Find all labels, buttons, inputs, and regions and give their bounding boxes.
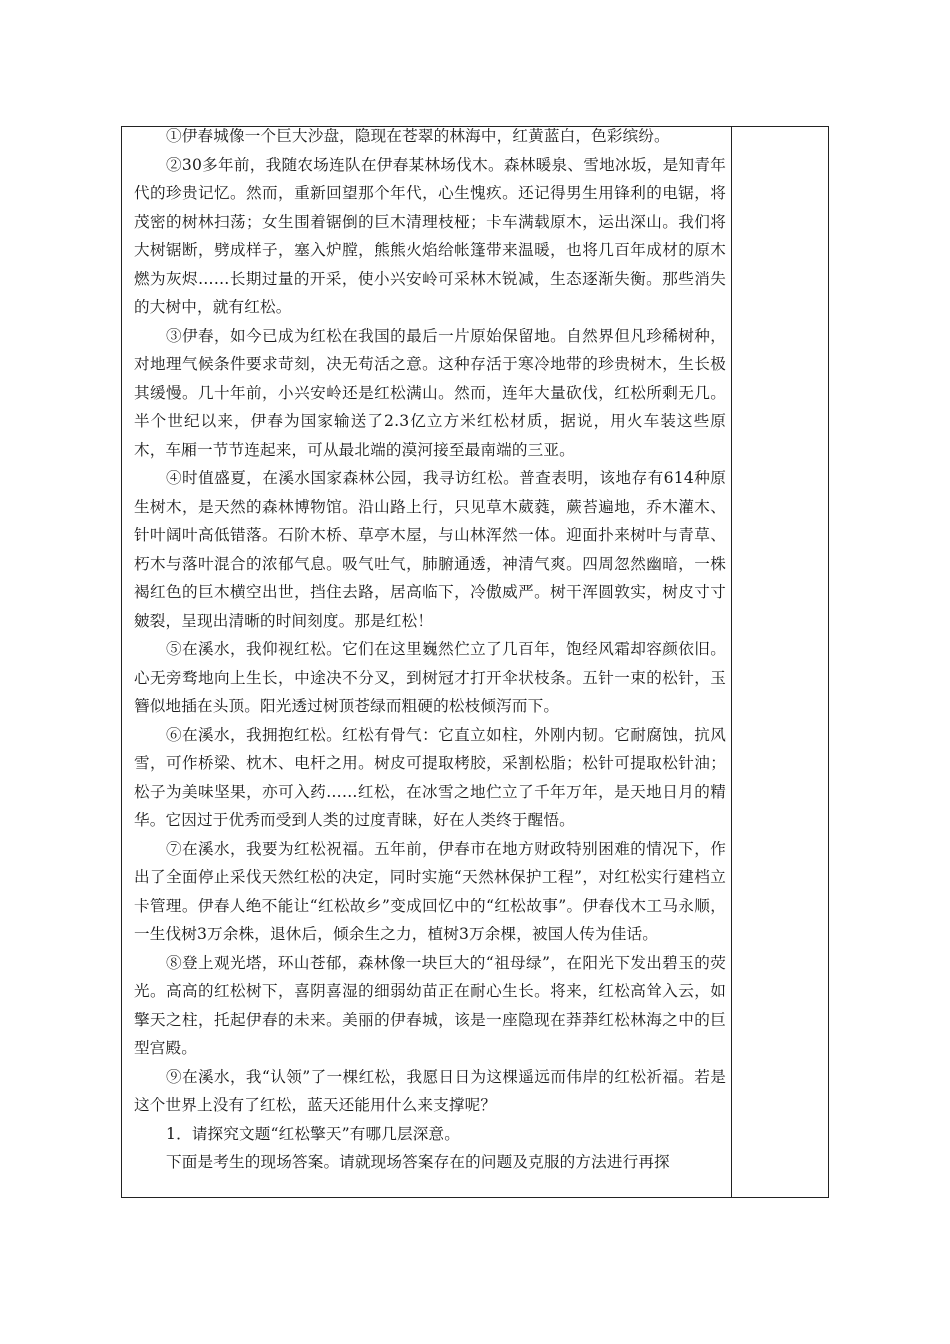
paragraph-4: ④时值盛夏，在溪水国家森林公园，我寻访红松。普查表明，该地存有614种原生树木，是天然的森林博物馆。沿山路上行，只见草木葳蕤，蕨苔遍地，乔木灌木、针叶阔叶高低错落。石阶木桥、草亭木屋，与山林浑然一体。迎面扑来树叶与青草、朽木与落叶混合的浓郁气息。吸气吐气，肺腑通透，神清气爽。四周忽然幽暗，一株褐红色的巨木横空出世，挡住去路，居高临下，冷傲威严。树干浑圆敦实，树皮寸寸皴裂，呈现出清晰的时间刻度。那是红松！ [134, 469, 726, 630]
paragraph-3: ③伊春，如今已成为红松在我国的最后一片原始保留地。自然界但凡珍稀树种，对地理气候条件要求苛刻，决无苟活之意。这种存活于寒冷地带的珍贵树木，生长极其缓慢。几十年前，小兴安岭还是红松满山。然而，连年大量砍伐，红松所剩无几。半个世纪以来，伊春为国家输送了2.3亿立方米红松材质，据说，用火车装这些原木，车厢一节节连起来，可从最北端的漠河接至最南端的三亚。 [134, 326, 726, 459]
question-1: 1．请探究文题“红松擎天”有哪几层深意。 [166, 1124, 460, 1143]
column-divider [731, 126, 732, 1198]
paragraph-8: ⑧登上观光塔，环山苍郁，森林像一块巨大的“祖母绿”，在阳光下发出碧玉的荧光。高高的红松树下，喜阴喜湿的细弱幼苗正在耐心生长。将来，红松高耸入云，如擎天之柱，托起伊春的未来。美丽的伊春城，该是一座隐现在莽莽红松林海之中的巨型宫殿。 [134, 953, 726, 1057]
paragraph-6: ⑥在溪水，我拥抱红松。红松有骨气：它直立如柱，外刚内韧。它耐腐蚀，抗风雪，可作桥梁、枕木、电杆之用。树皮可提取栲胶，采割松脂；松针可提取松针油；松子为美味坚果，亦可入药……红松，在冰雪之地伫立了千年万年，是天地日月的精华。它因过于优秀而受到人类的过度青睐，好在人类终于醒悟。 [134, 725, 726, 829]
paragraph-5: ⑤在溪水，我仰视红松。它们在这里巍然伫立了几百年，饱经风霜却容颜依旧。心无旁骛地向上生长，中途决不分叉，到树冠才打开伞状枝条。五针一束的松针，玉簪似地插在头顶。阳光透过树顶苍绿而粗硬的松枝倾泻而下。 [134, 640, 726, 715]
paragraph-9: ⑨在溪水，我“认领”了一棵红松，我愿日日为这棵遥远而伟岸的红松祈福。若是这个世界上没有了红松，蓝天还能用什么来支撑呢？ [134, 1067, 726, 1114]
paragraph-1: ①伊春城像一个巨大沙盘，隐现在苍翠的林海中，红黄蓝白，色彩缤纷。 [166, 127, 670, 145]
paragraph-7: ⑦在溪水，我要为红松祝福。五年前，伊春市在地方财政特别困难的情况下，作出了全面停止采伐天然红松的决定，同时实施“天然林保护工程”，对红松实行建档立卡管理。伊春人绝不能让“红松故乡”变成回忆中的“红松故事”。伊春伐木工马永顺，一生伐树3万余株，退休后，倾余生之力，植树3万余棵，被国人传为佳话。 [134, 839, 726, 943]
paragraph-2: ②30多年前，我随农场连队在伊春某林场伐木。森林暖泉、雪地冰坂，是知青年代的珍贵记忆。然而，重新回望那个年代，心生愧疚。还记得男生用锋利的电锯，将茂密的树林扫荡；女生围着锯倒的巨木清理枝桠；卡车满载原木，运出深山。我们将大树锯断，劈成样子，塞入炉膛，熊熊火焰给帐篷带来温暖，也将几百年成材的原木燃为灰烬……长期过量的开采，使小兴安岭可采林木锐减，生态逐渐失衡。那些消失的大树中，就有红松。 [134, 155, 726, 316]
passage-text [134, 122, 726, 1177]
answer-instruction: 下面是考生的现场答案。请就现场答案存在的问题及克服的方法进行再探 [166, 1153, 670, 1171]
